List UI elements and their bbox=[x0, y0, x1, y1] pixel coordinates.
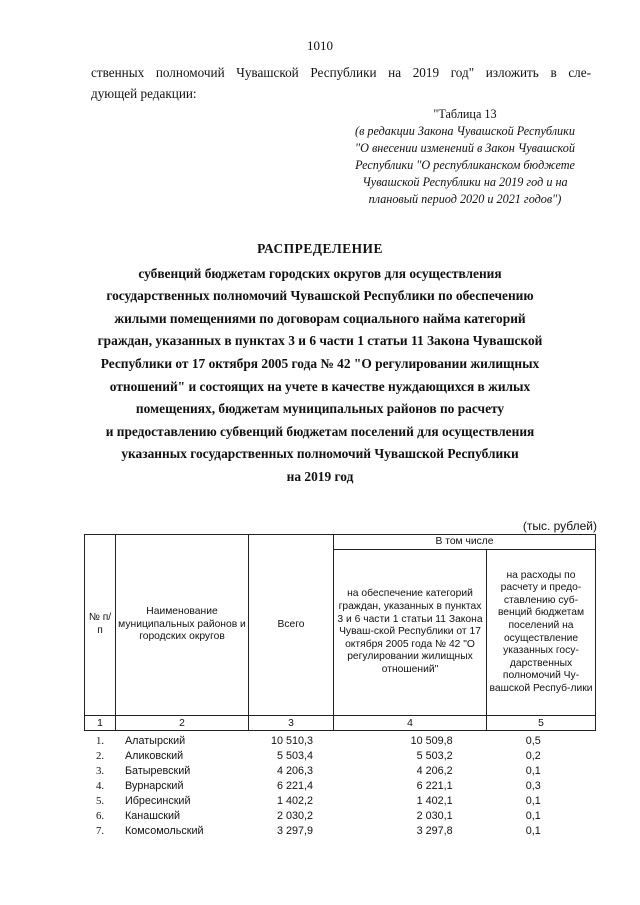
row-total: 6 221,4 bbox=[277, 779, 314, 792]
row-total: 3 297,9 bbox=[277, 824, 314, 837]
edition-note-line: (в редакции Закона Чувашской Республики bbox=[355, 124, 575, 138]
page-number: 1010 bbox=[307, 38, 333, 53]
table-row bbox=[84, 823, 596, 838]
row-num: 7. bbox=[96, 824, 105, 837]
row-col5: 0,3 bbox=[525, 779, 541, 792]
edition-note-line: плановый период 2020 и 2021 годов") bbox=[368, 192, 562, 206]
row-name: Алатырский bbox=[124, 734, 186, 747]
row-total: 5 503,4 bbox=[277, 749, 314, 762]
title-main: РАСПРЕДЕЛЕНИЕ bbox=[257, 241, 383, 256]
row-num: 2. bbox=[96, 749, 105, 762]
row-col4: 3 297,8 bbox=[416, 824, 453, 837]
title-line: граждан, указанных в пунктах 3 и 6 части 1 статьи 11 Закона Чувашской bbox=[97, 333, 543, 349]
row-total: 2 030,2 bbox=[277, 809, 314, 822]
title-line: жилыми помещениями по договорам социального найма категорий bbox=[114, 310, 526, 326]
row-num: 1. bbox=[96, 734, 105, 747]
row-total: 10 510,3 bbox=[271, 734, 314, 747]
header-name: Наименование муниципальных районов и городских округов bbox=[116, 535, 249, 716]
row-name: Батыревский bbox=[124, 764, 191, 777]
intro-line-1: ственных полномочий Чувашской Республики на 2019 год" изложить в сле- bbox=[91, 65, 591, 80]
row-name: Ибресинский bbox=[124, 794, 191, 807]
header-num: № п/п bbox=[85, 535, 116, 716]
row-col4: 6 221,1 bbox=[416, 779, 453, 792]
row-col4: 5 503,2 bbox=[416, 749, 453, 762]
title-line: и предоставлению субвенций бюджетам поселений для осуществления bbox=[105, 423, 535, 439]
distribution-table-header bbox=[84, 534, 596, 731]
header-col4: на обеспечение категорий граждан, указанных в пунктах 3 и 6 части 1 статьи 11 Закона Чуваш-ской Республики от 17 октября 2005 года № 42 "О регулировании жилищных отношений" bbox=[334, 550, 487, 716]
table-row bbox=[84, 748, 596, 763]
title-line: отношений" и состоящих на учете в качестве нуждающихся в жилых bbox=[109, 378, 531, 394]
edition-note-line: "О внесении изменений в Закон Чувашской bbox=[355, 141, 575, 155]
row-col4: 10 509,8 bbox=[410, 734, 453, 747]
title-line: Республики от 17 октября 2005 года № 42 "О регулировании жилищных bbox=[100, 355, 540, 371]
row-col5: 0,2 bbox=[525, 749, 541, 762]
header-including: В том числе bbox=[334, 535, 596, 550]
title-line: помещениях, бюджетам муниципальных районов по расчету bbox=[135, 401, 505, 417]
intro-line-2: дующей редакции: bbox=[91, 86, 197, 101]
row-name: Канашский bbox=[124, 809, 181, 822]
row-col5: 0,1 bbox=[525, 809, 541, 822]
table-row bbox=[84, 733, 596, 748]
document-title bbox=[0, 238, 640, 489]
row-num: 5. bbox=[96, 794, 105, 807]
column-number: 2 bbox=[116, 716, 249, 731]
column-number: 5 bbox=[487, 716, 596, 731]
edition-note-line: Чувашской Республики на 2019 год и на bbox=[362, 175, 568, 189]
units-label: (тыс. рублей) bbox=[522, 519, 597, 533]
table-row bbox=[84, 793, 596, 808]
row-col5: 0,1 bbox=[525, 764, 541, 777]
table-label: "Таблица 13 bbox=[433, 107, 497, 121]
table-row bbox=[84, 763, 596, 778]
table-heading bbox=[330, 106, 600, 208]
row-name: Вурнарский bbox=[124, 779, 184, 792]
row-col4: 4 206,2 bbox=[416, 764, 453, 777]
title-line: на 2019 год bbox=[286, 468, 354, 484]
table-row bbox=[84, 778, 596, 793]
row-num: 6. bbox=[96, 809, 105, 822]
intro-paragraph bbox=[91, 62, 591, 104]
row-name: Комсомольский bbox=[124, 824, 204, 837]
row-col5: 0,1 bbox=[525, 824, 541, 837]
edition-note-line: Республики "О республиканском бюджете bbox=[355, 158, 575, 172]
column-number: 3 bbox=[249, 716, 334, 731]
row-num: 3. bbox=[96, 764, 105, 777]
row-col5: 0,1 bbox=[525, 794, 541, 807]
row-col4: 1 402,1 bbox=[416, 794, 453, 807]
title-line: субвенций бюджетам городских округов для осуществления bbox=[138, 265, 502, 281]
column-number: 1 bbox=[85, 716, 116, 731]
row-total: 1 402,2 bbox=[277, 794, 314, 807]
title-line: указанных государственных полномочий Чувашской Республики bbox=[121, 446, 519, 462]
column-number: 4 bbox=[334, 716, 487, 731]
header-total: Всего bbox=[249, 535, 334, 716]
row-name: Аликовский bbox=[124, 749, 184, 762]
row-col4: 2 030,1 bbox=[416, 809, 453, 822]
header-col5: на расходы по расчету и предо-ставлению суб-венций бюджетам поселений на осуществление указанных госу-дарственных полномочий Чу-вашской Респуб-лики bbox=[487, 550, 596, 716]
row-col5: 0,5 bbox=[525, 734, 541, 747]
row-total: 4 206,3 bbox=[277, 764, 314, 777]
distribution-table-body bbox=[84, 733, 596, 838]
row-num: 4. bbox=[96, 779, 105, 792]
title-line: государственных полномочий Чувашской Республики по обеспечению bbox=[106, 288, 534, 304]
table-row bbox=[84, 808, 596, 823]
